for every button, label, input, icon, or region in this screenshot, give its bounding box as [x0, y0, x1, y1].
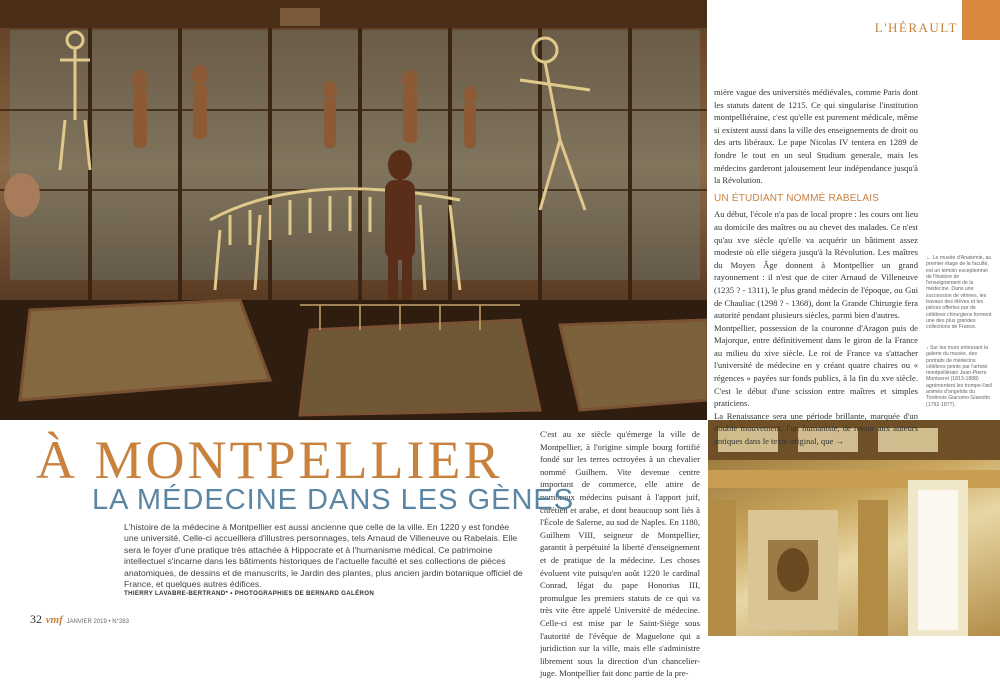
photo-caption-2: ↓ Sur les murs entourant la galerie du musée, des portraits de médecins célèbres peints par l'artiste montpelliérain Jean-Pierre Montseret (1813-1888) agrémentent les trompe-l'œil animés d'angelots du Toréinois Giacomo Gianotto (1792-1877). [926, 345, 992, 408]
rabelais-paragraph-2: Montpellier, possession de la couronne d'Aragon puis de Majorque, entre définitivement dans le giron de la France au milieu du xive siècle. Le roi de France va s'attacher l'université de médecine en y créant quatre chaires ou « régences » payées sur fonds publics, à la fin du xve siècle. C'est le début d'une scission entre maîtres et simples praticiens. [714, 322, 918, 409]
column-top-text: mière vague des universités médiévales, comme Paris dont les statuts datent de 1215. Ce qui singularise l'institution montpelliéraine, c'est qu'elle est purement médicale, même si existent aussi dans la ville des enseignements de droit ou des arts libéraux. Le pape Nicolas IV tentera en 1289 de fondre le tout en un seul Studium generale, mais les médecins garderont jalousement leur indépendance jusqu'à la Révolution. [714, 87, 918, 186]
section-subhead: UN ÉTUDIANT NOMMÉ RABELAIS [714, 192, 880, 204]
column-right [714, 86, 918, 448]
middle-paragraph: C'est au xe siècle qu'émerge la ville de Montpellier, à l'origine simple bourg fortifié fondé sur les terres octroyées à un chevalier nommé Guilhem. Vite devenue centre important de commerce, elle attire de nombreux médecins puisant à l'apport juif, chrétien et arabe, et dont beaucoup sont liés à l'École de Salerne, au sud de Naples. En 1180, Guilhem VIII, seigneur de Montpellier, garantit à perpétuité la liberté d'enseignement et de pratique de la médecine. Les choses évoluent vite puisqu'en août 1220 le cardinal Conrad, légat du pape Honorius III, promulgue les premiers statuts de ce qui va très vite être appelé Université de médecine. Celle-ci est mise par le Saint-Siège sous l'autorité de l'évêque de Maguelone qui a juridiction sur la ville, mais elle s'administre librement sous la direction d'un chancelier-juge. Montpellier fait donc partie de la pre- [540, 429, 700, 679]
magazine-logo: vmf [45, 614, 63, 626]
museum-photo [0, 0, 707, 420]
issue-info: JANVIER 2019 • N°283 [66, 619, 129, 625]
page-title: À MONTPELLIER [36, 430, 503, 490]
section-tag [850, 0, 1000, 44]
rabelais-paragraph-3: La Renaissance sera une période brillante, marquée d'un double mouvement, l'un humaniste, de retour aux auteurs antiques dans le texte original, que → [714, 410, 918, 447]
page-number: 32 [30, 612, 42, 626]
column-middle [540, 428, 700, 680]
byline: THIERRY LAVABRE-BERTRAND* • PHOTOGRAPHIES DE BERNARD GALÉRON [124, 590, 375, 597]
intro-text: L'histoire de la médecine à Montpellier est aussi ancienne que celle de la ville. En 1220 y est fondée une université. Celle-ci accueillera d'illustres personnages, tels Arnaud de Villeneuve ou Rabelais. Elle sera le foyer d'une pratique très attachée à Hippocrate et à l'humanisme médical. Ce patrimoine intellectuel s'incarne dans les bâtiments historiques de l'actuelle faculté et ses collections de pièces anatomiques, de dessins et de manuscrits, le Jardin des plantes, plus ancien jardin botanique officiel de France, et quelques autres édifices. [124, 522, 523, 590]
photo-caption-1: ← Le musée d'Anatomie, au premier étage de la faculté, est un témoin exceptionnel de l'histoire de l'enseignement de la médecine. Dans une succession de vitrines, les travaux des élèves et les pièces offertes par de célèbres chirurgiens forment une des plus grandes collections de France. [926, 255, 992, 331]
page-footer [30, 612, 129, 627]
rabelais-paragraph-1: Au début, l'école n'a pas de local propre : les cours ont lieu au domicile des maîtres ou au chevet des malades. Ce n'est qu'au xve siècle qu'elle va acquérir un bâtiment assez modeste où elle siégera jusqu'à la Révolution. Les maîtres du Moyen Âge donnent à Montpellier un grand rayonnement : il n'est que de citer Arnaud de Villeneuve (1235 ? - 1311), le plus grand médecin de l'époque, ou Gui de Chauliac (1298 ? - 1368), dont la Grande Chirurgie fera autorité pendant plusieurs siècles, parmi bien d'autres. [714, 209, 918, 321]
section-tag-bar [962, 0, 1000, 40]
page-subtitle: LA MÉDECINE DANS LES GÈNES [92, 484, 575, 516]
ceiling-photo [708, 420, 1000, 636]
section-tag-label: L'HÉRAULT [874, 20, 958, 35]
